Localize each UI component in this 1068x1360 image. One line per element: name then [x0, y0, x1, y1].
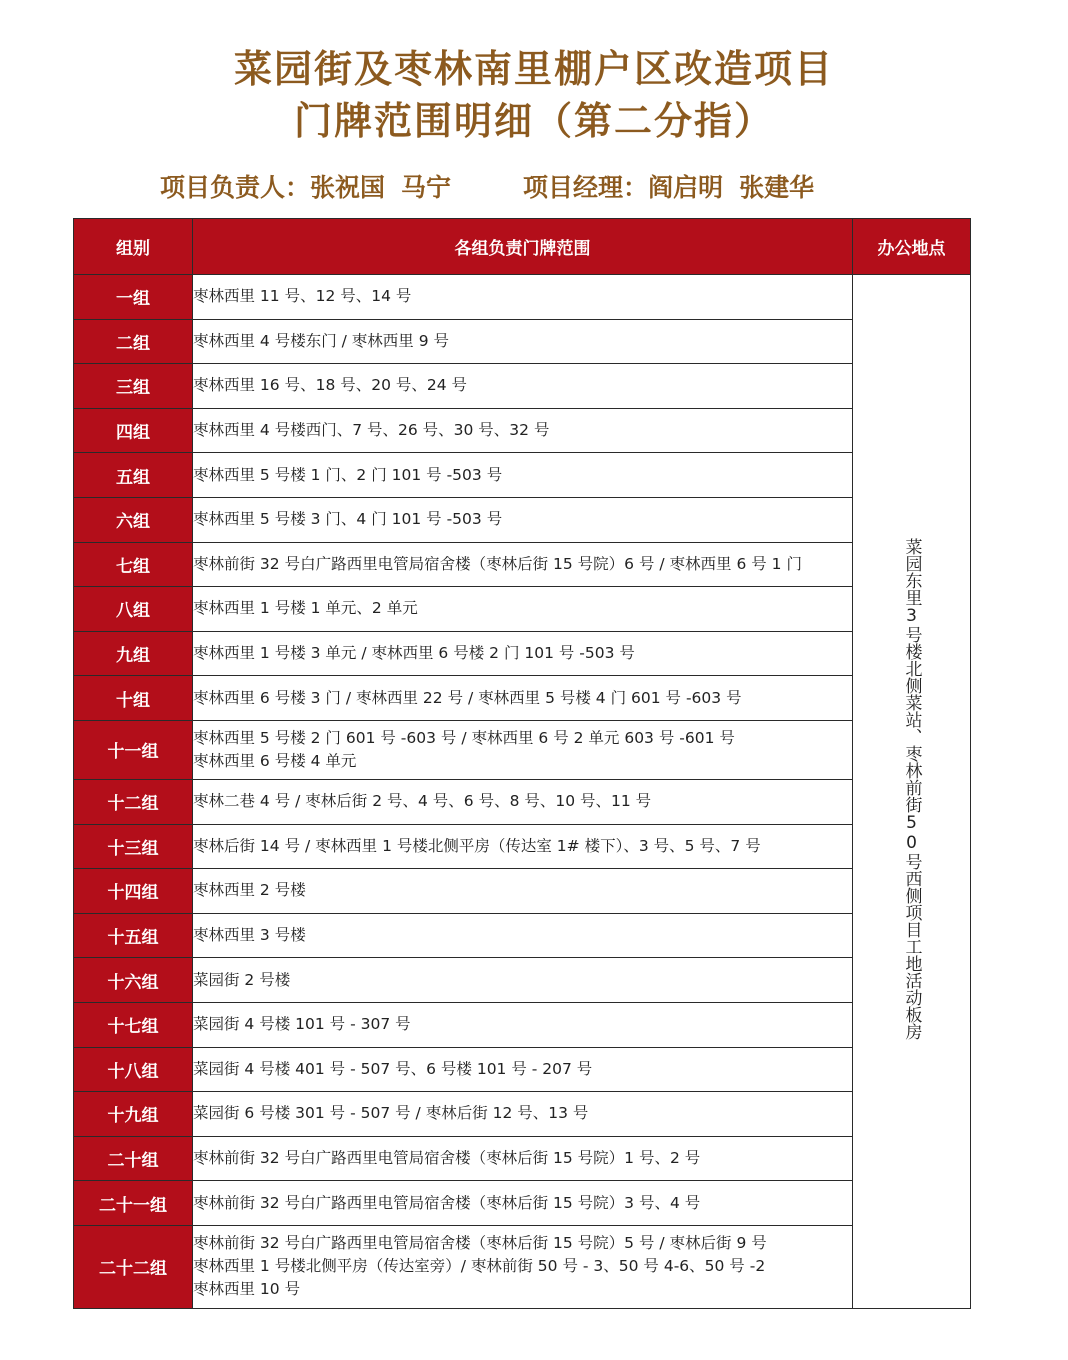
- lead-label: 项目负责人：: [160, 173, 311, 202]
- page-title: 菜园街及枣林南里棚户区改造项目: [233, 47, 834, 91]
- range-cell: [193, 1181, 853, 1226]
- group-cell: 十六组: [74, 958, 193, 1003]
- table-row: [74, 958, 971, 1003]
- range-line: 菜园街 4 号楼 401 号 - 507 号、6 号楼 101 号 - 207 号: [193, 1059, 593, 1078]
- table-row: [74, 1092, 971, 1137]
- range-line: 枣林西里 16 号、18 号、20 号、24 号: [193, 376, 468, 395]
- range-line: 枣林西里 10 号: [193, 1280, 301, 1299]
- range-line: 菜园街 2 号楼: [193, 970, 291, 989]
- range-line: 菜园街 6 号楼 301 号 - 507 号 / 枣林后街 12 号、13 号: [193, 1104, 589, 1123]
- table-row: [74, 631, 971, 676]
- header-office: 办公地点: [853, 219, 971, 275]
- group-cell: 十四组: [74, 869, 193, 914]
- page-subtitle: 门牌范围明细（第二分指）: [293, 99, 774, 143]
- range-line: 枣林前街 32 号白广路西里电管局宿舍楼（枣林后街 15 号院）6 号 / 枣林西里 6 号 1 门: [193, 554, 802, 573]
- table-row: [74, 275, 971, 320]
- group-cell: 十一组: [74, 720, 193, 779]
- table-row: [74, 497, 971, 542]
- range-line: 枣林西里 6 号楼 3 门 / 枣林西里 22 号 / 枣林西里 5 号楼 4 门 601 号 -603 号: [193, 688, 742, 707]
- range-line: 枣林二巷 4 号 / 枣林后街 2 号、4 号、6 号、8 号、10 号、11 号: [193, 792, 652, 811]
- table-row: [74, 1181, 971, 1226]
- header-group: 组别: [74, 219, 193, 275]
- range-cell: [193, 408, 853, 453]
- group-cell: 十九组: [74, 1092, 193, 1137]
- manager-name: 张建华: [739, 173, 815, 202]
- table-row: [74, 364, 971, 409]
- group-cell: 四组: [74, 408, 193, 453]
- range-line: 菜园街 4 号楼 101 号 - 307 号: [193, 1015, 411, 1034]
- group-cell: 十二组: [74, 779, 193, 824]
- group-cell: 三组: [74, 364, 193, 409]
- table-row: [74, 1225, 971, 1308]
- range-line: 枣林前街 32 号白广路西里电管局宿舍楼（枣林后街 15 号院）1 号、2 号: [193, 1148, 701, 1167]
- group-cell: 七组: [74, 542, 193, 587]
- office-cell: [853, 275, 971, 1309]
- group-cell: 六组: [74, 497, 193, 542]
- range-cell: [193, 542, 853, 587]
- table-row: [74, 869, 971, 914]
- table-row: [74, 542, 971, 587]
- group-cell: 十五组: [74, 913, 193, 958]
- range-cell: [193, 913, 853, 958]
- range-line: 枣林西里 5 号楼 2 门 601 号 -603 号 / 枣林西里 6 号 2 单元 603 号 -601 号: [193, 728, 735, 747]
- manager-label: 项目经理：: [523, 173, 649, 202]
- range-cell: [193, 497, 853, 542]
- people-line: [160, 168, 814, 204]
- manager-name: 阎启明: [648, 173, 724, 202]
- range-line: 枣林西里 4 号楼东门 / 枣林西里 9 号: [193, 331, 450, 350]
- range-cell: [193, 869, 853, 914]
- table-row: [74, 913, 971, 958]
- table-row: [74, 1002, 971, 1047]
- range-cell: [193, 958, 853, 1003]
- table-row: [74, 824, 971, 869]
- range-line: 枣林前街 32 号白广路西里电管局宿舍楼（枣林后街 15 号院）5 号 / 枣林后街 9 号: [193, 1234, 767, 1253]
- table-row: [74, 453, 971, 498]
- range-line: 枣林西里 1 号楼 1 单元、2 单元: [193, 599, 418, 618]
- range-cell: [193, 1225, 853, 1308]
- table-row: [74, 676, 971, 721]
- office-location: 菜园东里3号楼北侧菜站、枣林前街50号西侧项目工地活动板房: [901, 538, 922, 1041]
- table-row: [74, 1136, 971, 1181]
- range-line: 枣林西里 1 号楼北侧平房（传达室旁）/ 枣林前街 50 号 - 3、50 号 4-6、50 号 -2: [193, 1257, 766, 1276]
- group-cell: 十七组: [74, 1002, 193, 1047]
- range-cell: [193, 1047, 853, 1092]
- group-cell: 二十二组: [74, 1225, 193, 1308]
- group-cell: 八组: [74, 587, 193, 632]
- group-cell: 二组: [74, 319, 193, 364]
- range-line: 枣林前街 32 号白广路西里电管局宿舍楼（枣林后街 15 号院）3 号、4 号: [193, 1193, 701, 1212]
- group-cell: 二十组: [74, 1136, 193, 1181]
- range-line: 枣林西里 5 号楼 1 门、2 门 101 号 -503 号: [193, 465, 503, 484]
- group-cell: 五组: [74, 453, 193, 498]
- range-cell: [193, 319, 853, 364]
- range-line: 枣林西里 5 号楼 3 门、4 门 101 号 -503 号: [193, 510, 503, 529]
- group-cell: 十八组: [74, 1047, 193, 1092]
- range-cell: [193, 364, 853, 409]
- range-cell: [193, 824, 853, 869]
- range-line: 枣林西里 3 号楼: [193, 926, 306, 945]
- table-row: [74, 779, 971, 824]
- group-cell: 十三组: [74, 824, 193, 869]
- range-cell: [193, 1092, 853, 1137]
- lead-name: 张祝国: [310, 173, 386, 202]
- group-cell: 一组: [74, 275, 193, 320]
- table-row: [74, 720, 971, 779]
- range-line: 枣林西里 4 号楼西门、7 号、26 号、30 号、32 号: [193, 421, 550, 440]
- range-cell: [193, 275, 853, 320]
- table-row: [74, 587, 971, 632]
- range-cell: [193, 720, 853, 779]
- table-row: [74, 319, 971, 364]
- range-line: 枣林西里 1 号楼 3 单元 / 枣林西里 6 号楼 2 门 101 号 -503 号: [193, 644, 635, 663]
- range-cell: [193, 453, 853, 498]
- table-body: [74, 275, 971, 1309]
- range-cell: [193, 676, 853, 721]
- lead-name: 马宁: [401, 173, 452, 202]
- range-cell: [193, 1136, 853, 1181]
- table-header-row: [74, 219, 971, 275]
- range-cell: [193, 631, 853, 676]
- range-line: 枣林西里 11 号、12 号、14 号: [193, 287, 412, 306]
- range-cell: [193, 779, 853, 824]
- table-row: [74, 1047, 971, 1092]
- table-row: [74, 408, 971, 453]
- house-number-table: [73, 218, 971, 1309]
- range-line: 枣林西里 2 号楼: [193, 881, 306, 900]
- group-cell: 十组: [74, 676, 193, 721]
- range-cell: [193, 1002, 853, 1047]
- range-cell: [193, 587, 853, 632]
- group-cell: 九组: [74, 631, 193, 676]
- header-range: 各组负责门牌范围: [193, 219, 853, 275]
- range-line: 枣林后街 14 号 / 枣林西里 1 号楼北侧平房（传达室 1# 楼下）、3 号、5 号、7 号: [193, 836, 761, 855]
- range-line: 枣林西里 6 号楼 4 单元: [193, 751, 357, 770]
- group-cell: 二十一组: [74, 1181, 193, 1226]
